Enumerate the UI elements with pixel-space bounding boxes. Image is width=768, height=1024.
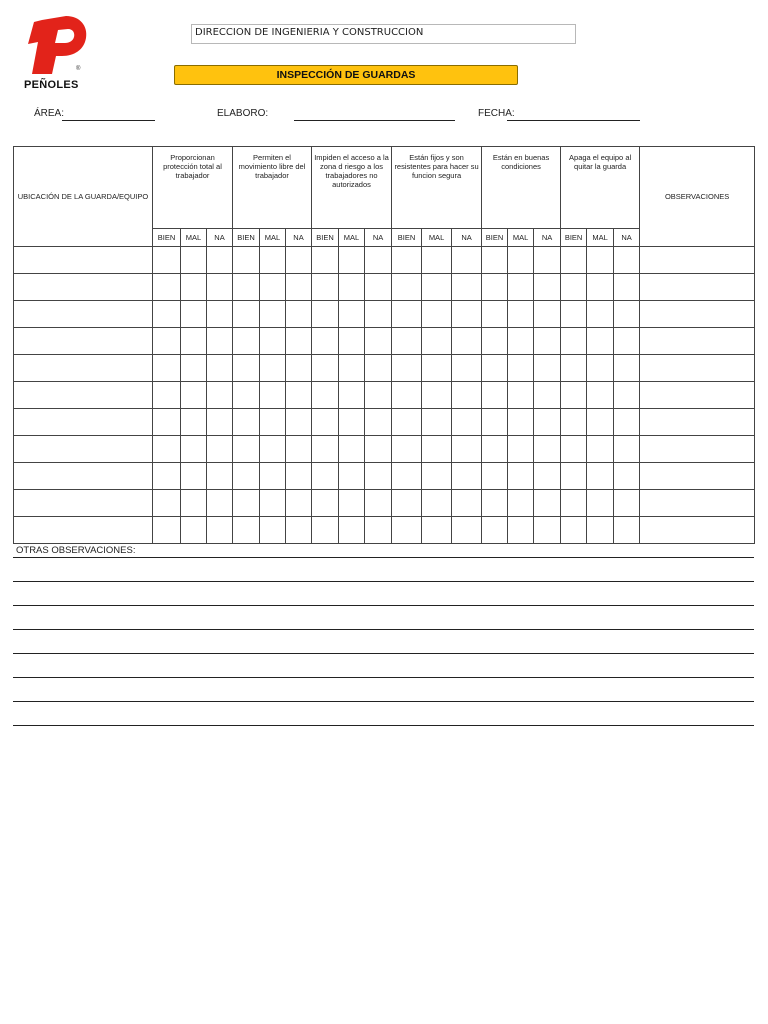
rating-cell[interactable]	[339, 463, 365, 490]
table-row	[14, 463, 755, 490]
rating-cell[interactable]	[286, 274, 312, 301]
rating-cell[interactable]	[482, 247, 508, 274]
location-cell[interactable]	[14, 490, 153, 517]
rating-cell[interactable]	[312, 490, 339, 517]
rating-cell[interactable]	[365, 409, 392, 436]
rating-cell[interactable]	[482, 409, 508, 436]
rating-cell[interactable]	[452, 490, 482, 517]
location-cell[interactable]	[14, 247, 153, 274]
rating-cell[interactable]	[260, 355, 286, 382]
table-row	[14, 490, 755, 517]
observations-header: OBSERVACIONES	[640, 147, 755, 247]
rating-cell[interactable]	[312, 328, 339, 355]
rating-cell[interactable]	[392, 409, 422, 436]
rating-cell[interactable]	[260, 301, 286, 328]
inspection-table	[13, 146, 755, 544]
rating-cell[interactable]	[534, 517, 561, 544]
rating-cell[interactable]	[312, 355, 339, 382]
rating-cell[interactable]	[452, 463, 482, 490]
rating-cell[interactable]	[339, 274, 365, 301]
location-cell[interactable]	[14, 301, 153, 328]
rating-cell[interactable]	[207, 382, 233, 409]
rating-cell[interactable]	[207, 301, 233, 328]
rating-cell[interactable]	[422, 247, 452, 274]
rating-cell[interactable]	[534, 490, 561, 517]
observations-cell[interactable]	[640, 463, 755, 490]
rating-cell[interactable]	[153, 382, 181, 409]
table-row	[14, 274, 755, 301]
rating-header-mal: MAL	[181, 229, 207, 247]
rating-cell[interactable]	[260, 247, 286, 274]
observations-cell[interactable]	[640, 382, 755, 409]
rating-cell[interactable]	[422, 328, 452, 355]
rating-cell[interactable]	[482, 274, 508, 301]
rating-cell[interactable]	[534, 355, 561, 382]
rating-cell[interactable]	[153, 517, 181, 544]
rating-cell[interactable]	[339, 328, 365, 355]
rating-cell[interactable]	[233, 490, 260, 517]
criterion-header: Están fijos y son resistentes para hacer su funcion segura	[392, 147, 482, 229]
rating-header-na: NA	[452, 229, 482, 247]
rating-cell[interactable]	[482, 355, 508, 382]
rating-cell[interactable]	[181, 517, 207, 544]
rating-cell[interactable]	[260, 463, 286, 490]
rating-cell[interactable]	[207, 274, 233, 301]
rating-cell[interactable]	[260, 436, 286, 463]
rating-cell[interactable]	[561, 490, 587, 517]
fecha-input-line[interactable]	[507, 120, 640, 121]
rating-cell[interactable]	[534, 382, 561, 409]
rating-cell[interactable]	[482, 517, 508, 544]
rating-cell[interactable]	[181, 301, 207, 328]
criteria-header-row	[14, 147, 755, 229]
location-cell[interactable]	[14, 328, 153, 355]
rating-cell[interactable]	[508, 409, 534, 436]
rating-cell[interactable]	[153, 301, 181, 328]
rating-cell[interactable]	[153, 328, 181, 355]
rating-cell[interactable]	[312, 463, 339, 490]
rating-cell[interactable]	[561, 463, 587, 490]
rating-cell[interactable]	[422, 490, 452, 517]
location-cell[interactable]	[14, 355, 153, 382]
area-input-line[interactable]	[62, 120, 155, 121]
rating-cell[interactable]	[365, 301, 392, 328]
observations-cell[interactable]	[640, 409, 755, 436]
rating-cell[interactable]	[339, 301, 365, 328]
rating-cell[interactable]	[286, 247, 312, 274]
observations-cell[interactable]	[640, 490, 755, 517]
rating-cell[interactable]	[482, 328, 508, 355]
rating-cell[interactable]	[422, 409, 452, 436]
rating-cell[interactable]	[587, 436, 614, 463]
rating-header-mal: MAL	[260, 229, 286, 247]
rating-cell[interactable]	[233, 355, 260, 382]
rating-cell[interactable]	[339, 355, 365, 382]
rating-cell[interactable]	[153, 463, 181, 490]
table-row	[14, 409, 755, 436]
rating-cell[interactable]	[508, 301, 534, 328]
rating-cell[interactable]	[534, 463, 561, 490]
other-observations-line[interactable]	[13, 605, 754, 606]
observations-cell[interactable]	[640, 247, 755, 274]
location-cell[interactable]	[14, 409, 153, 436]
rating-cell[interactable]	[452, 517, 482, 544]
rating-cell[interactable]	[286, 490, 312, 517]
other-observations-line[interactable]	[13, 653, 754, 654]
rating-cell[interactable]	[392, 517, 422, 544]
rating-header-mal: MAL	[339, 229, 365, 247]
rating-cell[interactable]	[339, 436, 365, 463]
rating-cell[interactable]	[508, 517, 534, 544]
rating-cell[interactable]	[233, 463, 260, 490]
rating-cell[interactable]	[207, 355, 233, 382]
rating-cell[interactable]	[561, 355, 587, 382]
rating-cell[interactable]	[587, 490, 614, 517]
observations-cell[interactable]	[640, 274, 755, 301]
other-observations-line[interactable]	[13, 581, 754, 582]
rating-header-na: NA	[614, 229, 640, 247]
rating-cell[interactable]	[587, 409, 614, 436]
rating-cell[interactable]	[365, 247, 392, 274]
rating-cell[interactable]	[365, 436, 392, 463]
criterion-header: Están en buenas condiciones	[482, 147, 561, 229]
rating-cell[interactable]	[614, 247, 640, 274]
rating-cell[interactable]	[339, 382, 365, 409]
table-row	[14, 247, 755, 274]
rating-cell[interactable]	[207, 436, 233, 463]
rating-cell[interactable]	[286, 409, 312, 436]
rating-cell[interactable]	[534, 247, 561, 274]
rating-cell[interactable]	[587, 517, 614, 544]
location-cell[interactable]	[14, 274, 153, 301]
rating-cell[interactable]	[482, 463, 508, 490]
rating-cell[interactable]	[534, 328, 561, 355]
observations-cell[interactable]	[640, 517, 755, 544]
rating-cell[interactable]	[392, 328, 422, 355]
rating-cell[interactable]	[482, 382, 508, 409]
rating-cell[interactable]	[508, 355, 534, 382]
rating-cell[interactable]	[508, 274, 534, 301]
rating-header-bien: BIEN	[312, 229, 339, 247]
criterion-header: Permiten el movimiento libre del trabajador	[233, 147, 312, 229]
rating-cell[interactable]	[233, 382, 260, 409]
rating-cell[interactable]	[181, 463, 207, 490]
table-row	[14, 328, 755, 355]
rating-cell[interactable]	[452, 301, 482, 328]
other-observations-line[interactable]	[13, 629, 754, 630]
rating-cell[interactable]	[181, 409, 207, 436]
rating-cell[interactable]	[286, 463, 312, 490]
rating-cell[interactable]	[614, 382, 640, 409]
rating-cell[interactable]	[312, 382, 339, 409]
rating-cell[interactable]	[365, 517, 392, 544]
rating-cell[interactable]	[181, 355, 207, 382]
rating-cell[interactable]	[207, 328, 233, 355]
form-title: INSPECCIÓN DE GUARDAS	[174, 65, 518, 85]
rating-cell[interactable]	[207, 409, 233, 436]
rating-cell[interactable]	[312, 274, 339, 301]
other-observations-line[interactable]	[13, 701, 754, 702]
rating-cell[interactable]	[365, 463, 392, 490]
rating-cell[interactable]	[312, 436, 339, 463]
rating-cell[interactable]	[153, 274, 181, 301]
observations-cell[interactable]	[640, 355, 755, 382]
area-label: ÁREA:	[34, 108, 65, 119]
rating-cell[interactable]	[392, 436, 422, 463]
registered-mark: ®	[76, 66, 81, 72]
rating-cell[interactable]	[392, 382, 422, 409]
rating-cell[interactable]	[561, 301, 587, 328]
rating-cell[interactable]	[614, 436, 640, 463]
rating-cell[interactable]	[508, 490, 534, 517]
rating-cell[interactable]	[286, 301, 312, 328]
rating-cell[interactable]	[233, 247, 260, 274]
location-header: UBICACIÓN DE LA GUARDA/EQUIPO	[14, 147, 153, 247]
rating-cell[interactable]	[153, 355, 181, 382]
rating-cell[interactable]	[233, 301, 260, 328]
rating-cell[interactable]	[587, 463, 614, 490]
rating-cell[interactable]	[561, 409, 587, 436]
rating-cell[interactable]	[286, 382, 312, 409]
rating-cell[interactable]	[181, 490, 207, 517]
rating-cell[interactable]	[339, 517, 365, 544]
rating-cell[interactable]	[339, 247, 365, 274]
criterion-header: Apaga el equipo al quitar la guarda	[561, 147, 640, 229]
rating-cell[interactable]	[508, 382, 534, 409]
rating-cell[interactable]	[422, 436, 452, 463]
other-observations-line[interactable]	[13, 677, 754, 678]
rating-cell[interactable]	[286, 355, 312, 382]
rating-cell[interactable]	[392, 247, 422, 274]
rating-cell[interactable]	[534, 436, 561, 463]
rating-cell[interactable]	[207, 490, 233, 517]
rating-cell[interactable]	[561, 247, 587, 274]
rating-cell[interactable]	[312, 301, 339, 328]
rating-cell[interactable]	[587, 301, 614, 328]
rating-cell[interactable]	[452, 382, 482, 409]
rating-cell[interactable]	[587, 355, 614, 382]
rating-cell[interactable]	[452, 247, 482, 274]
rating-header-mal: MAL	[422, 229, 452, 247]
observations-cell[interactable]	[640, 436, 755, 463]
table-row	[14, 517, 755, 544]
rating-cell[interactable]	[614, 409, 640, 436]
rating-cell[interactable]	[260, 517, 286, 544]
department-field: DIRECCION DE INGENIERIA Y CONSTRUCCION	[191, 24, 576, 44]
rating-cell[interactable]	[312, 517, 339, 544]
rating-cell[interactable]	[153, 409, 181, 436]
rating-cell[interactable]	[614, 490, 640, 517]
rating-cell[interactable]	[233, 436, 260, 463]
rating-cell[interactable]	[508, 328, 534, 355]
rating-header-na: NA	[207, 229, 233, 247]
rating-cell[interactable]	[153, 436, 181, 463]
rating-cell[interactable]	[561, 328, 587, 355]
rating-cell[interactable]	[392, 355, 422, 382]
rating-cell[interactable]	[508, 247, 534, 274]
rating-cell[interactable]	[181, 328, 207, 355]
rating-cell[interactable]	[587, 328, 614, 355]
rating-cell[interactable]	[452, 436, 482, 463]
rating-cell[interactable]	[365, 274, 392, 301]
rating-cell[interactable]	[614, 301, 640, 328]
rating-cell[interactable]	[365, 490, 392, 517]
location-cell[interactable]	[14, 436, 153, 463]
rating-header-na: NA	[534, 229, 561, 247]
rating-cell[interactable]	[153, 490, 181, 517]
rating-cell[interactable]	[561, 382, 587, 409]
rating-cell[interactable]	[587, 247, 614, 274]
rating-cell[interactable]	[587, 382, 614, 409]
rating-cell[interactable]	[587, 274, 614, 301]
rating-cell[interactable]	[422, 274, 452, 301]
rating-cell[interactable]	[392, 490, 422, 517]
location-cell[interactable]	[14, 463, 153, 490]
rating-cell[interactable]	[534, 301, 561, 328]
rating-cell[interactable]	[181, 382, 207, 409]
observations-cell[interactable]	[640, 328, 755, 355]
rating-cell[interactable]	[614, 517, 640, 544]
rating-cell[interactable]	[614, 355, 640, 382]
table-row	[14, 355, 755, 382]
rating-header-mal: MAL	[587, 229, 614, 247]
rating-cell[interactable]	[312, 409, 339, 436]
rating-header-bien: BIEN	[392, 229, 422, 247]
brand-name: PEÑOLES	[24, 79, 79, 91]
rating-cell[interactable]	[233, 409, 260, 436]
rating-cell[interactable]	[207, 517, 233, 544]
rating-cell[interactable]	[482, 436, 508, 463]
rating-cell[interactable]	[207, 463, 233, 490]
rating-cell[interactable]	[452, 274, 482, 301]
rating-cell[interactable]	[482, 490, 508, 517]
rating-cell[interactable]	[339, 490, 365, 517]
rating-cell[interactable]	[508, 436, 534, 463]
rating-cell[interactable]	[508, 463, 534, 490]
rating-cell[interactable]	[561, 274, 587, 301]
rating-cell[interactable]	[181, 274, 207, 301]
rating-cell[interactable]	[181, 247, 207, 274]
rating-header-na: NA	[286, 229, 312, 247]
table-row	[14, 436, 755, 463]
rating-header-bien: BIEN	[561, 229, 587, 247]
rating-cell[interactable]	[422, 463, 452, 490]
rating-cell[interactable]	[286, 517, 312, 544]
rating-header-mal: MAL	[508, 229, 534, 247]
rating-cell[interactable]	[233, 274, 260, 301]
rating-cell[interactable]	[452, 409, 482, 436]
criterion-header: Proporcionan protección total al trabajador	[153, 147, 233, 229]
rating-cell[interactable]	[365, 382, 392, 409]
rating-cell[interactable]	[392, 274, 422, 301]
rating-cell[interactable]	[614, 463, 640, 490]
rating-cell[interactable]	[260, 490, 286, 517]
fecha-label: FECHA:	[478, 108, 515, 119]
rating-cell[interactable]	[482, 301, 508, 328]
rating-cell[interactable]	[233, 328, 260, 355]
rating-header-bien: BIEN	[153, 229, 181, 247]
rating-cell[interactable]	[534, 409, 561, 436]
rating-cell[interactable]	[614, 274, 640, 301]
rating-cell[interactable]	[422, 382, 452, 409]
rating-cell[interactable]	[561, 436, 587, 463]
rating-header-bien: BIEN	[233, 229, 260, 247]
other-observations-label: OTRAS OBSERVACIONES:	[16, 545, 136, 556]
table-row	[14, 382, 755, 409]
rating-cell[interactable]	[614, 328, 640, 355]
rating-cell[interactable]	[286, 328, 312, 355]
observations-cell[interactable]	[640, 301, 755, 328]
rating-cell[interactable]	[422, 355, 452, 382]
rating-cell[interactable]	[392, 301, 422, 328]
elaboro-label: ELABORO:	[217, 108, 269, 119]
rating-cell[interactable]	[260, 382, 286, 409]
rating-cell[interactable]	[233, 517, 260, 544]
rating-cell[interactable]	[260, 274, 286, 301]
rating-cell[interactable]	[286, 436, 312, 463]
rating-cell[interactable]	[312, 247, 339, 274]
rating-cell[interactable]	[422, 517, 452, 544]
other-observations-line[interactable]	[13, 557, 754, 558]
rating-cell[interactable]	[561, 517, 587, 544]
rating-cell[interactable]	[392, 463, 422, 490]
rating-cell[interactable]	[365, 328, 392, 355]
table-row	[14, 301, 755, 328]
rating-cell[interactable]	[260, 409, 286, 436]
rating-cell[interactable]	[422, 301, 452, 328]
rating-cell[interactable]	[260, 328, 286, 355]
rating-cell[interactable]	[153, 247, 181, 274]
other-observations-line[interactable]	[13, 725, 754, 726]
rating-cell[interactable]	[452, 328, 482, 355]
location-cell[interactable]	[14, 382, 153, 409]
rating-cell[interactable]	[452, 355, 482, 382]
elaboro-input-line[interactable]	[294, 120, 455, 121]
rating-header-na: NA	[365, 229, 392, 247]
rating-header-bien: BIEN	[482, 229, 508, 247]
rating-cell[interactable]	[207, 247, 233, 274]
rating-cell[interactable]	[181, 436, 207, 463]
rating-cell[interactable]	[534, 274, 561, 301]
location-cell[interactable]	[14, 517, 153, 544]
criterion-header: Impiden el acceso a la zona d riesgo a los trabajadores no autorizados	[312, 147, 392, 229]
rating-cell[interactable]	[339, 409, 365, 436]
rating-cell[interactable]	[365, 355, 392, 382]
